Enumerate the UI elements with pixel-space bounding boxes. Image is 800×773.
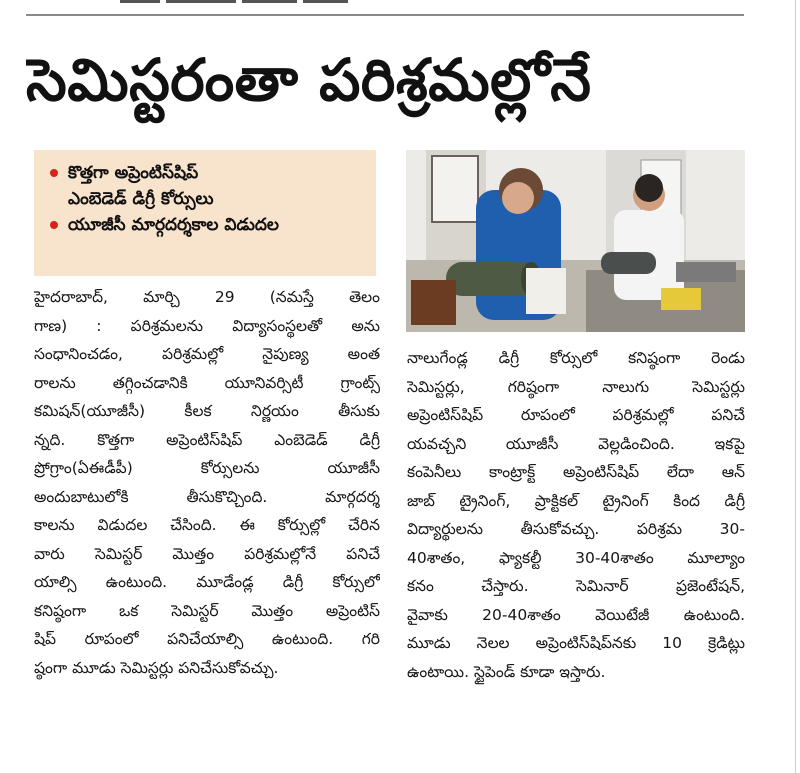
article-line: అందుబాటులోకి తీసుకొచ్చింది. మార్గదర్శ <box>34 487 380 506</box>
article-line: జాబ్ ట్రైనింగ్, ప్రాక్టికల్ ట్రైనింగ్ కింద డిగ్రీ <box>407 491 745 510</box>
article-line: షిప్ రూపంలో పనిచేయాల్సి ఉంటుంది. గరి <box>34 630 380 648</box>
article-line: మూడు నెలల అప్రెంటిస్‌షిప్‌నకు 10 క్రెడిట్లు <box>407 634 745 652</box>
article-line: యాల్సి ఉంటుంది. మూడేండ్ల డిగ్రీ కోర్సులో <box>34 573 380 591</box>
highlight-item <box>50 212 366 238</box>
article-column-right <box>407 344 745 686</box>
article-line: విద్యార్థులను తీసుకోవచ్చు. పరిశ్రమ 30- <box>407 520 745 538</box>
highlight-text: ఎంబెడెడ్ డిగ్రీ కోర్సులు <box>68 189 214 209</box>
article-line: నాలుగేండ్ల డిగ్రీ కోర్సులో కనిష్ఠంగా రెండు <box>407 349 745 367</box>
top-divider <box>26 14 744 16</box>
article-line: ప్రోగ్రాం(ఏఈడీపీ) కోర్సులను యూజీసీ <box>34 459 380 477</box>
highlight-item <box>50 160 366 186</box>
article-line: రాలను తగ్గించడానికి యూనివర్సిటీ గ్రాంట్స్ <box>34 373 380 392</box>
highlights-box <box>34 150 376 276</box>
article-line: సెమిస్టర్లు, గరిష్ఠంగా నాలుగు సెమిస్టర్లు <box>407 377 745 396</box>
headline: సెమిస్టరంతా పరిశ్రమల్లోనే <box>26 46 592 114</box>
bullet-icon <box>50 169 58 177</box>
article-photo <box>406 150 745 332</box>
article-line: కంపెనీలు కాంట్రాక్ట్ అప్రెంటిస్‌షిప్ లేదా ఆన్ <box>407 463 745 481</box>
article-column-left <box>34 283 380 682</box>
article-line: సంధానించడం, పరిశ్రమల్లో నైపుణ్య అంత <box>34 345 380 363</box>
article-line: యవచ్చని యూజీసీ వెల్లడించింది. ఇకపై <box>407 434 745 453</box>
article-line: అప్రెంటిస్‌షిప్ రూపంలో పరిశ్రమల్లో పనిచే <box>407 406 745 424</box>
column-divider <box>795 0 796 773</box>
article-line: కాలను విడుదల చేసింది. ఈ కోర్సుల్లో చేరిన <box>34 516 380 534</box>
highlight-item-continued <box>50 186 366 212</box>
article-line: హైదరాబాద్, మార్చి 29 (నమస్తే తెలం <box>34 288 380 306</box>
article-line: ఉంటాయి. స్టైపెండ్ కూడా ఇస్తారు. <box>407 662 606 681</box>
article-line: ష్ఠంగా మూడు సెమిస్టర్లు పనిచేసుకోవచ్చు. <box>34 658 279 677</box>
clipped-previous-line <box>120 0 370 6</box>
article-line: వారు సెమిస్టర్ మొత్తం పరిశ్రమల్లోనే పనిచే <box>34 544 380 563</box>
highlight-text: కొత్తగా అప్రెంటిస్‌షిప్ <box>68 163 199 183</box>
article-line: 40శాతం, ఫ్యాకల్టీ 30-40శాతం మూల్యాం <box>407 548 745 567</box>
highlight-text: యూజీసీ మార్గదర్శకాల విడుదల <box>68 215 279 235</box>
article-line: కమిషన్(యూజీసీ) కీలక నిర్ణయం తీసుకు <box>34 402 380 420</box>
article-line: కనం చేస్తారు. సెమినార్ ప్రజెంటేషన్, <box>407 577 745 595</box>
bullet-icon <box>50 221 58 229</box>
article-line: కనిష్ఠంగా ఒక సెమిస్టర్ మొత్తం అప్రెంటిస్ <box>34 601 380 620</box>
article-line: న్నది. కొత్తగా అప్రెంటిస్‌షిప్ ఎంబెడెడ్ డిగ్రీ <box>34 430 380 449</box>
article-line: గాణ) : పరిశ్రమలను విద్యాసంస్థలతో అను <box>34 316 380 335</box>
article-line: వైవాకు 20-40శాతం వెయిటేజీ ఉంటుంది. <box>407 605 745 624</box>
